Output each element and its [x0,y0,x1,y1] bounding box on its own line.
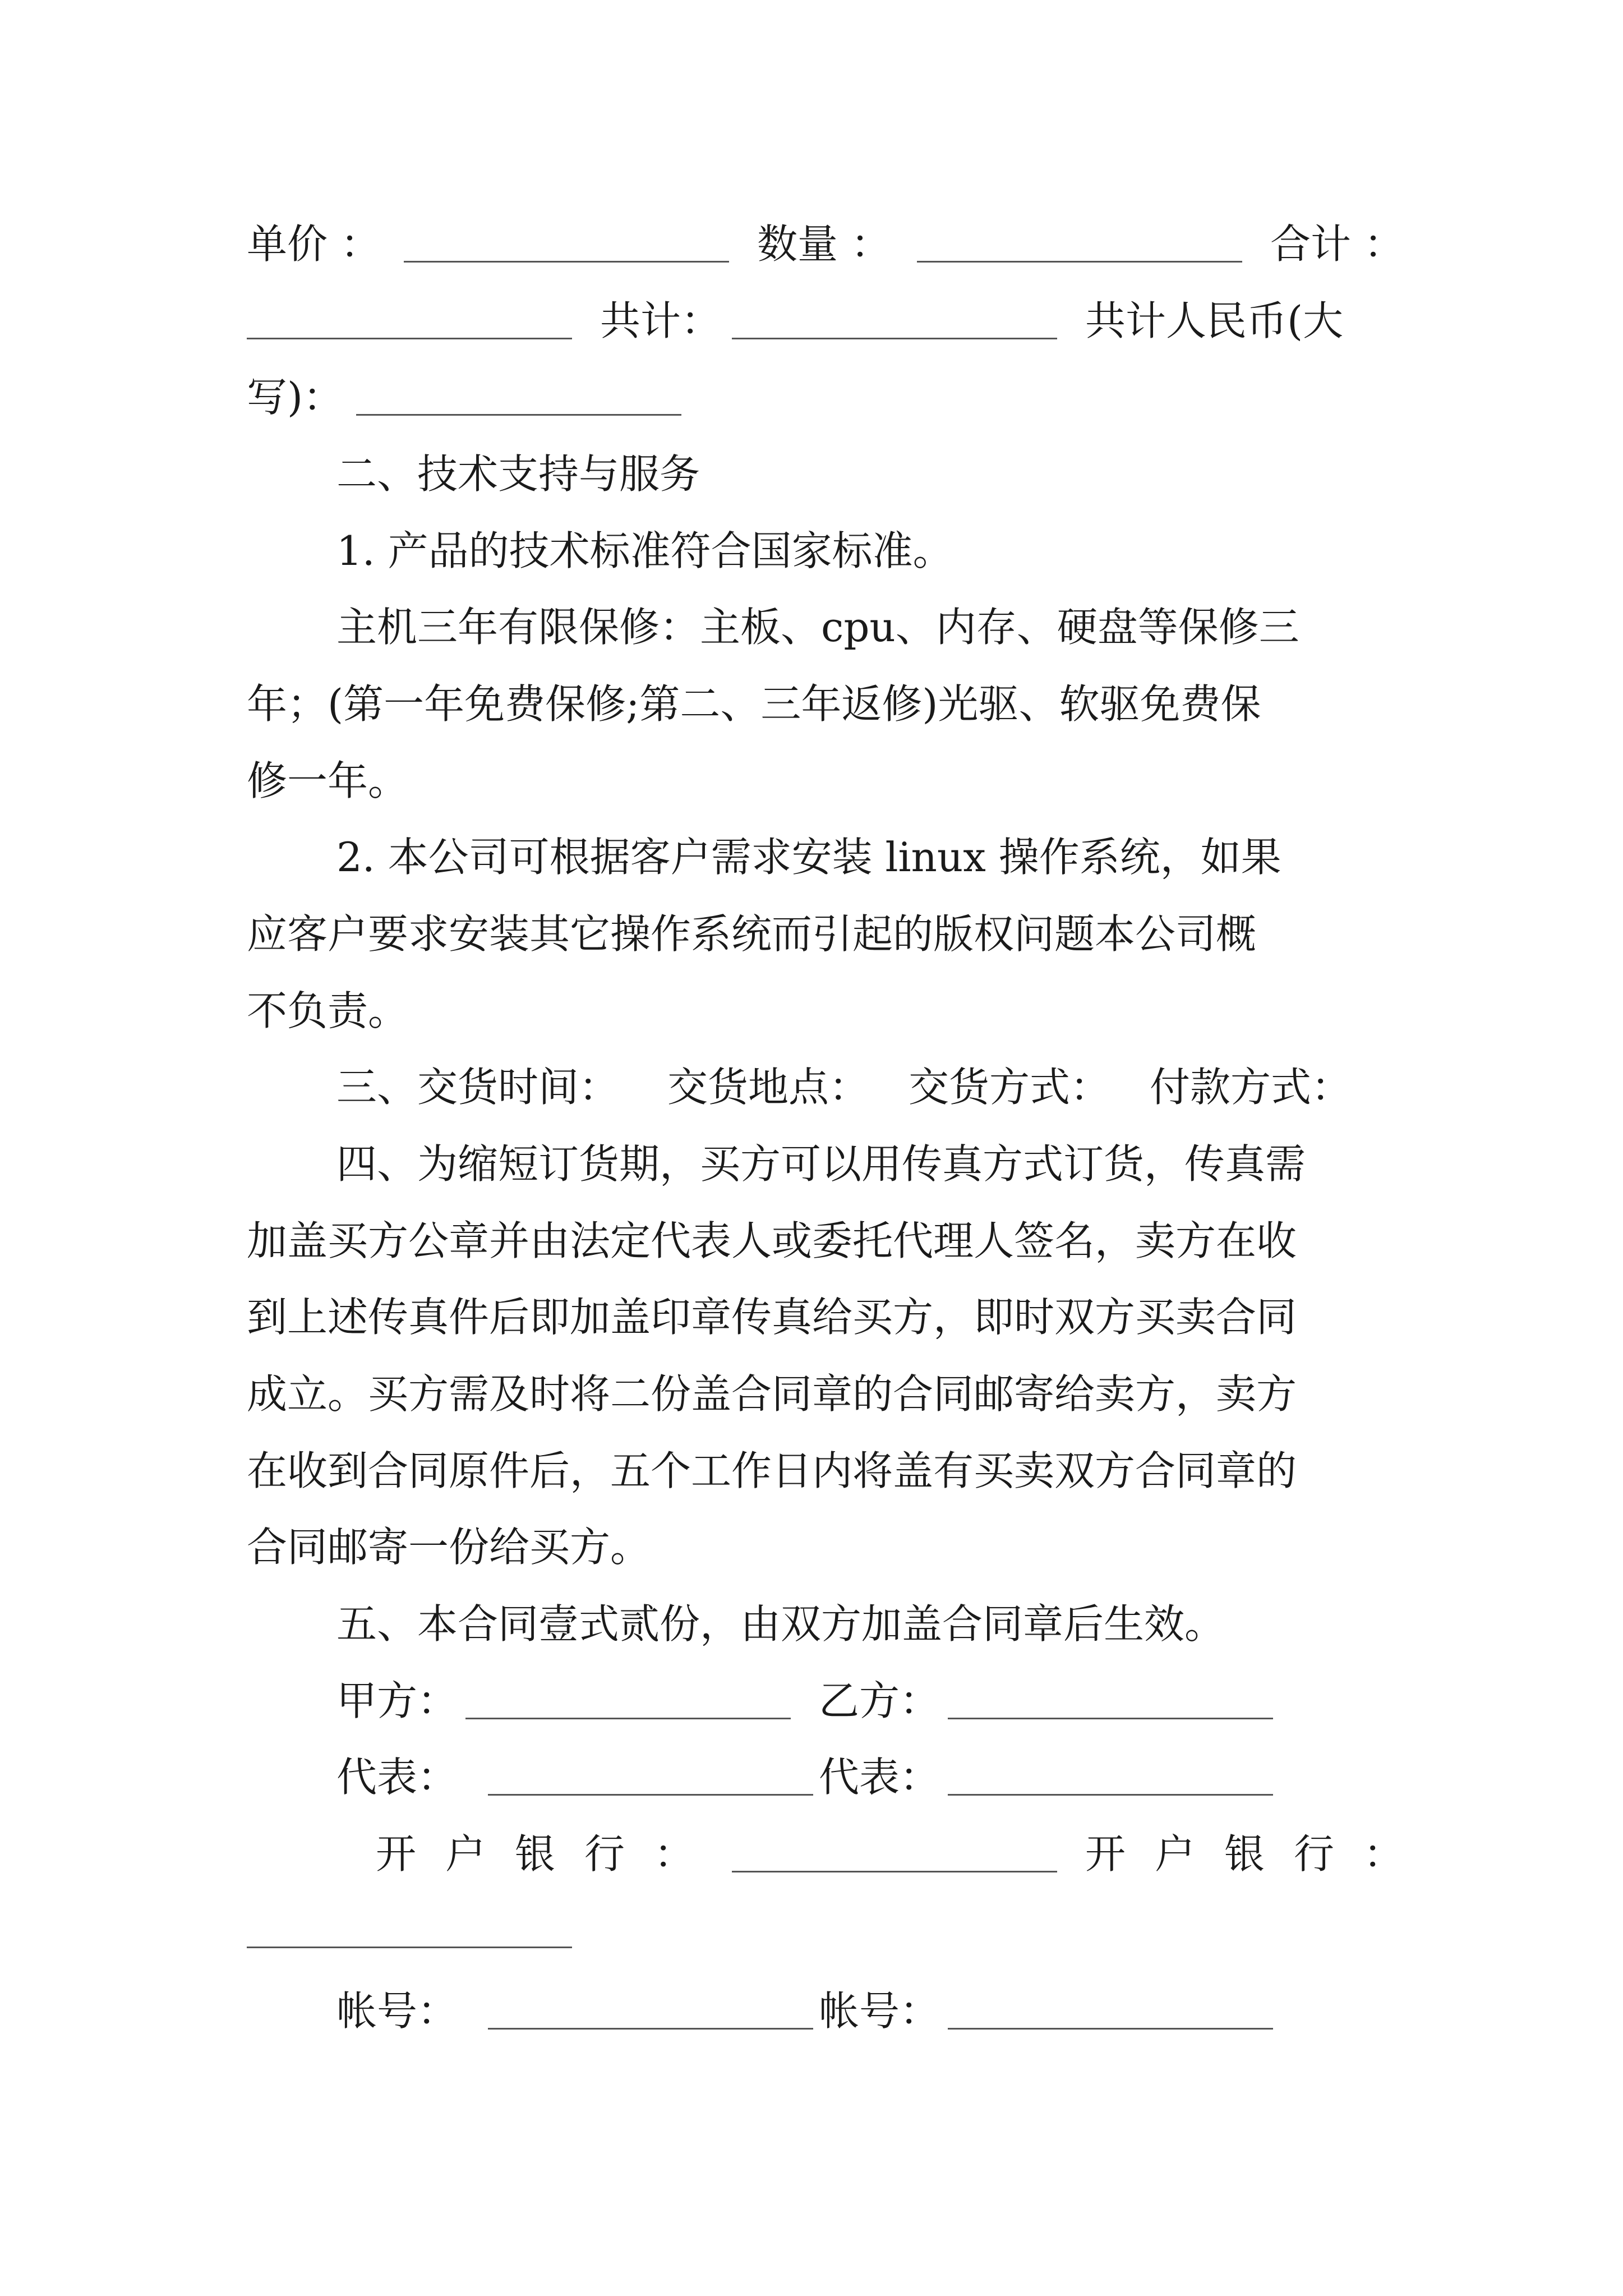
section2-item1: 1. 产品的技术标准符合国家标准。 [336,527,953,574]
rep-a-blank[interactable] [488,1794,813,1796]
account-a-label: 帐号： [336,1987,458,2035]
section4-line-1: 四、为缩短订货期，买方可以用传真方式订货，传真需 [336,1140,1306,1188]
party-b-label: 乙方： [819,1677,940,1724]
bank-b-label: 开户银行： [1085,1830,1433,1878]
payment-method-label: 付款方式： [1150,1064,1352,1111]
account-b-label: 帐号： [819,1987,940,2035]
section4-line-4: 成立。买方需及时将二份盖合同章的合同邮寄给卖方，卖方 [247,1370,1297,1418]
section4-line-2: 加盖买方公章并由法定代表人或委托代理人签名，卖方在收 [247,1217,1297,1264]
total-rmb-label: 共计人民币(大 [1085,297,1344,344]
delivery-place-label: 交货地点： [667,1064,870,1111]
rep-a-label: 代表： [336,1754,458,1801]
bank-b-blank[interactable] [247,1947,572,1948]
party-b-blank[interactable] [948,1718,1273,1719]
section4-line-6: 合同邮寄一份给买方。 [247,1524,651,1571]
party-a-blank[interactable] [465,1718,791,1719]
item2-line-1: 2. 本公司可根据客户需求安装 linux 操作系统，如果 [336,834,1281,881]
unit-price-label: 单价 ： [247,220,381,268]
bank-a-label: 开户银行： [376,1830,724,1878]
total-blank[interactable] [732,338,1057,339]
subtotal-blank[interactable] [247,338,572,339]
rep-b-label: 代表： [819,1754,940,1801]
account-a-blank[interactable] [488,2028,813,2030]
delivery-time-label: 三、交货时间： [336,1064,620,1111]
rep-b-blank[interactable] [948,1794,1273,1796]
quantity-label: 数量 ： [757,220,891,268]
warranty-line-2: 年；(第一年免费保修;第二、三年返修)光驱、软驱免费保 [247,680,1261,728]
bank-a-blank[interactable] [732,1871,1057,1872]
warranty-line-1: 主机三年有限保修：主板、cpu、内存、硬盘等保修三 [336,604,1299,651]
total-rmb-label-cont: 写)： [247,374,344,421]
section4-line-5: 在收到合同原件后，五个工作日内将盖有买卖双方合同章的 [247,1447,1297,1494]
account-b-blank[interactable] [948,2028,1273,2030]
warranty-line-3: 修一年。 [247,757,409,804]
total-label: 共计： [600,297,722,344]
item2-line-2: 应客户要求安装其它操作系统而引起的版权问题本公司概 [247,910,1257,958]
party-a-label: 甲方： [336,1677,458,1724]
quantity-blank[interactable] [917,261,1242,263]
section4-line-3: 到上述传真件后即加盖印章传真给买方，即时双方买卖合同 [247,1294,1297,1341]
subtotal-label: 合计 ： [1270,220,1404,268]
unit-price-blank[interactable] [404,261,729,263]
section2-heading: 二、技术支持与服务 [336,450,700,498]
total-rmb-blank[interactable] [356,414,681,416]
delivery-method-label: 交货方式： [909,1064,1111,1111]
item2-line-3: 不负责。 [247,987,409,1034]
section5-text: 五、本合同壹式贰份，由双方加盖合同章后生效。 [336,1600,1225,1648]
